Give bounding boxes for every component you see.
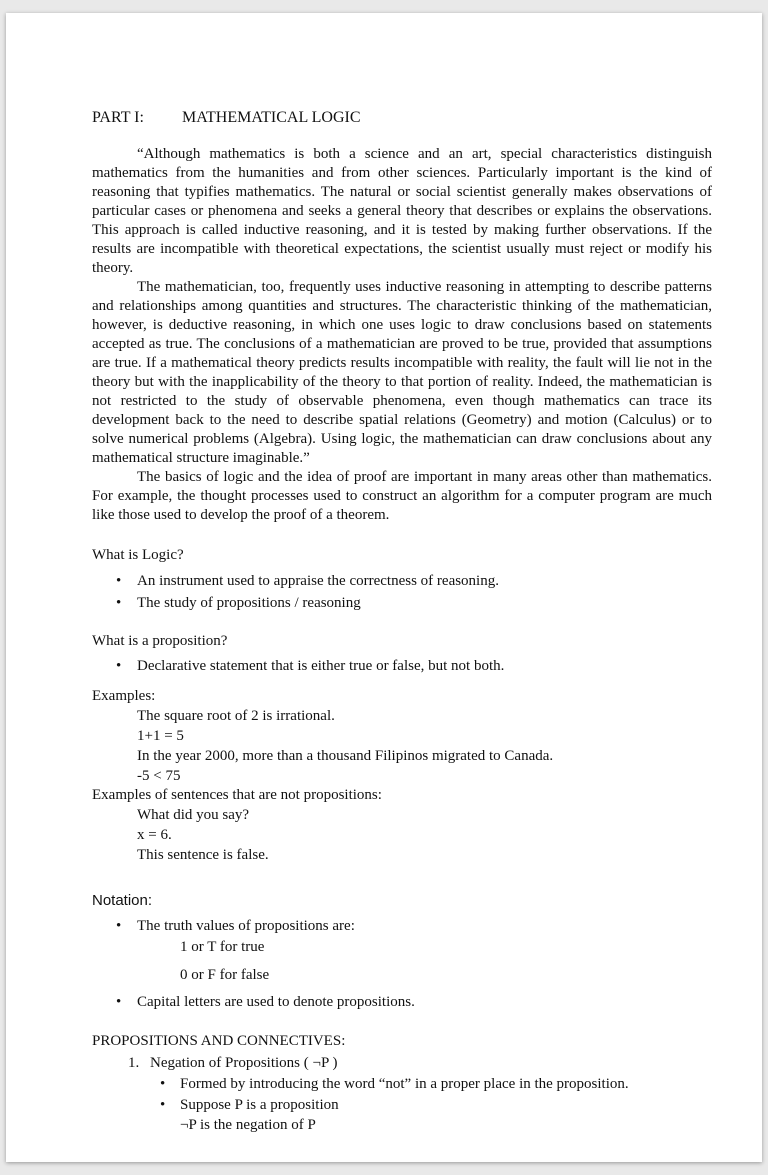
numbered-item [92, 1054, 712, 1073]
list-item-text: The study of propositions / reasoning [137, 595, 361, 611]
list-item-text: Declarative statement that is either true or false, but not both. [137, 658, 505, 674]
intro-paragraph-1: “Although mathematics is both a science and an art, special characteristics distinguish mathematics from the humanities and from other sciences. Particularly important is the kind of reasoning that typifies mathematics. The natural or social scientist generally makes observations of particular cases or phenomena and seeks a general theory that describes or explains the observations. This approach is called inductive reasoning, and it is tested by making further observations. If the results are incompatible with theoretical expectations, the scientist usually must reject or modify his theory. [92, 146, 712, 276]
notation-sub-item: 0 or F for false [180, 967, 270, 983]
list-item-text: Capital letters are used to denote propositions. [137, 994, 415, 1010]
section-heading-non-examples: Examples of sentences that are not propositions: [92, 787, 382, 803]
negation-line: ¬P is the negation of P [180, 1117, 316, 1133]
list-item [92, 594, 712, 613]
list-item [92, 1075, 712, 1094]
non-example-item: This sentence is false. [137, 847, 269, 863]
example-item: 1+1 = 5 [137, 728, 184, 744]
notation-sub-item: 1 or T for true [180, 939, 265, 955]
section-heading-notation: Notation: [92, 892, 153, 909]
bullet-icon [160, 1075, 180, 1094]
non-example-item: What did you say? [137, 807, 250, 823]
bullet-icon [116, 993, 137, 1012]
list-item [92, 1096, 712, 1115]
bullet-icon [160, 1096, 180, 1115]
document-page [6, 13, 762, 1162]
section-heading-what-is-proposition: What is a proposition? [92, 633, 228, 649]
example-item: -5 < 75 [137, 768, 181, 784]
part-label: PART I: [92, 109, 144, 126]
section-heading-examples: Examples: [92, 688, 156, 704]
example-item: In the year 2000, more than a thousand Filipinos migrated to Canada. [137, 748, 554, 764]
list-item-text: Suppose P is a proposition [180, 1097, 339, 1113]
bullet-icon [116, 572, 137, 591]
intro-paragraph-3: The basics of logic and the idea of proof are important in many areas other than mathematics. For example, the thought processes used to construct an algorithm for a computer program are much like those used to develop the proof of a theorem. [92, 469, 712, 523]
list-item-text: The truth values of propositions are: [137, 918, 355, 934]
section-heading-connectives: PROPOSITIONS AND CONNECTIVES: [92, 1033, 346, 1049]
list-item [92, 917, 712, 936]
part-heading [92, 108, 712, 128]
intro-paragraph-2: The mathematician, too, frequently uses inductive reasoning in attempting to describe patterns and relationships among quantities and structures. The characteristic thinking of the mathematician, however, is deductive reasoning, in which one uses logic to draw conclusions based on statements accepted as true. The conclusions of a mathematician are proved to be true, provided that assumptions are true. If a mathematical theory predicts results incompatible with reality, the fault will lie not in the theory but with the inapplicability of the theory to that portion of reality. Indeed, the mathematician is not restricted to the study of observable phenomena, even though mathematics can trace its development back to the need to describe spatial relations (Geometry) and motion (Calculus) or to solve numerical problems (Algebra). Using logic, the mathematician can draw conclusions about any mathematical structure imaginable.” [92, 279, 712, 466]
bullet-icon [116, 657, 137, 676]
list-item [92, 993, 712, 1012]
list-item [92, 657, 712, 676]
part-title: MATHEMATICAL LOGIC [182, 109, 361, 126]
item-number: 1. [128, 1055, 140, 1071]
list-item-text: Formed by introducing the word “not” in a proper place in the proposition. [180, 1076, 629, 1092]
example-item: The square root of 2 is irrational. [137, 708, 335, 724]
section-heading-what-is-logic: What is Logic? [92, 547, 184, 563]
list-item-text: An instrument used to appraise the correctness of reasoning. [137, 573, 499, 589]
numbered-item-text: Negation of Propositions ( ¬P ) [150, 1055, 338, 1071]
non-example-item: x = 6. [137, 827, 172, 843]
bullet-icon [116, 594, 137, 613]
list-item [92, 572, 712, 591]
bullet-icon [116, 917, 137, 936]
